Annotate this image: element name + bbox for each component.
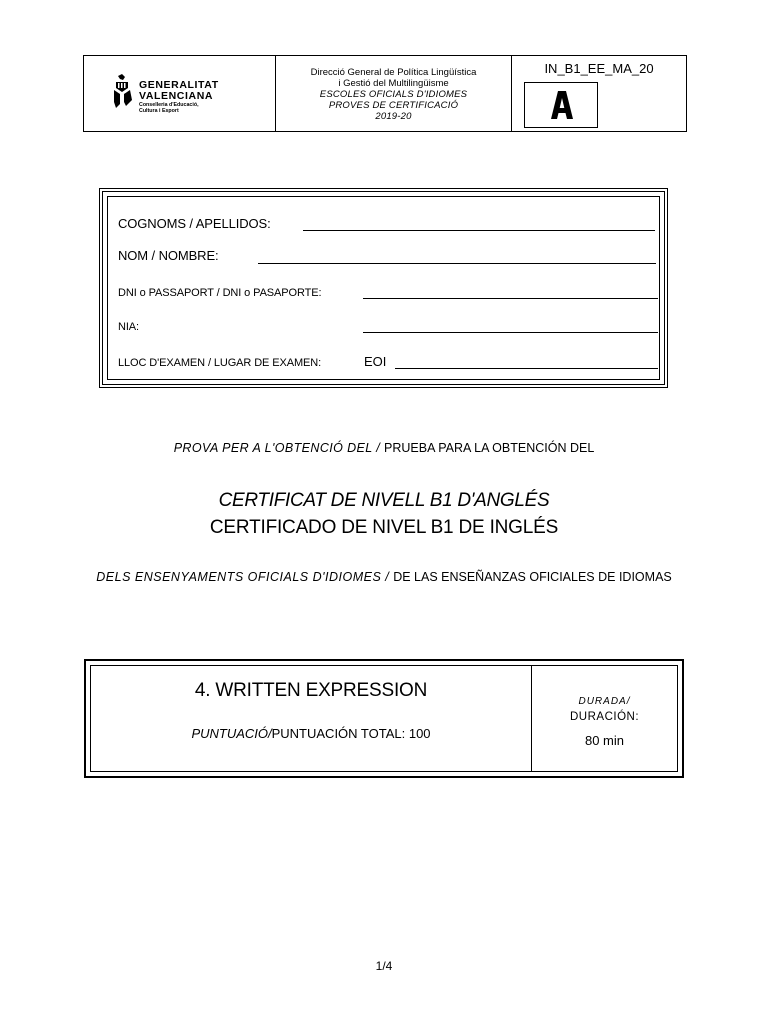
issuer-line-5: 2019-20: [375, 111, 412, 122]
issuer-line-2: i Gestió del Multilingüisme: [338, 78, 449, 89]
section-title: 4. WRITTEN EXPRESSION: [194, 680, 428, 701]
page-number: 1/4: [375, 959, 393, 973]
model-letter-icon: [551, 91, 573, 119]
logo-cell: [84, 56, 276, 131]
code-cell: [512, 56, 686, 131]
nia-field[interactable]: [363, 332, 658, 333]
certificate-title-ca: CERTIFICAT DE NIVELL B1 D'ANGLÉS: [218, 490, 550, 511]
duration-label-es: DURACIÓN:: [569, 711, 640, 723]
exam-code: IN_B1_EE_MA_20: [544, 61, 654, 76]
model-box: [524, 82, 598, 128]
candidate-info-box: [99, 188, 668, 388]
certificate-scope: DELS ENSENYAMENTS OFICIALS D'IDIOMES / DE LAS ENSEÑANZAS OFICIALES DE IDIOMAS: [96, 570, 672, 584]
issuer-line-3: ESCOLES OFICIALS D'IDIOMES: [319, 89, 468, 100]
place-label: LLOC D'EXAMEN / LUGAR DE EXAMEN:: [118, 357, 322, 369]
section-info: [91, 666, 532, 771]
nia-label: NIA:: [118, 321, 139, 333]
name-label: NOM / NOMBRE:: [118, 248, 219, 263]
name-field[interactable]: [258, 263, 656, 264]
duration-value: 80 min: [584, 733, 625, 748]
place-field[interactable]: [395, 368, 658, 369]
logo-subtext: Conselleria d'Educació, Cultura i Esport: [139, 102, 199, 114]
eoi-prefix: EOI: [364, 354, 387, 369]
id-field[interactable]: [363, 298, 658, 299]
surname-field[interactable]: [303, 230, 655, 231]
issuer-line-4: PROVES DE CERTIFICACIÓ: [328, 100, 459, 111]
generalitat-logo-icon: [112, 74, 134, 110]
duration-cell: [532, 666, 677, 771]
duration-label-ca: DURADA/: [578, 696, 631, 707]
section-score: PUNTUACIÓ/PUNTUACIÓN TOTAL: 100: [191, 726, 431, 741]
section-box: [84, 659, 684, 778]
id-label: DNI o PASSAPORT / DNI o PASAPORTE:: [118, 287, 322, 299]
certificate-title-es: CERTIFICADO DE NIVEL B1 DE INGLÉS: [209, 517, 559, 538]
issuer-cell: [276, 56, 512, 131]
issuer-line-1: Direcció General de Política Lingüística: [310, 67, 477, 78]
surname-label: COGNOMS / APELLIDOS:: [118, 216, 271, 231]
certificate-intro: PROVA PER A L'OBTENCIÓ DEL / PRUEBA PARA LA OBTENCIÓN DEL: [173, 441, 595, 455]
logo-text: GENERALITAT VALENCIANA: [139, 79, 219, 102]
document-header: [83, 55, 687, 132]
